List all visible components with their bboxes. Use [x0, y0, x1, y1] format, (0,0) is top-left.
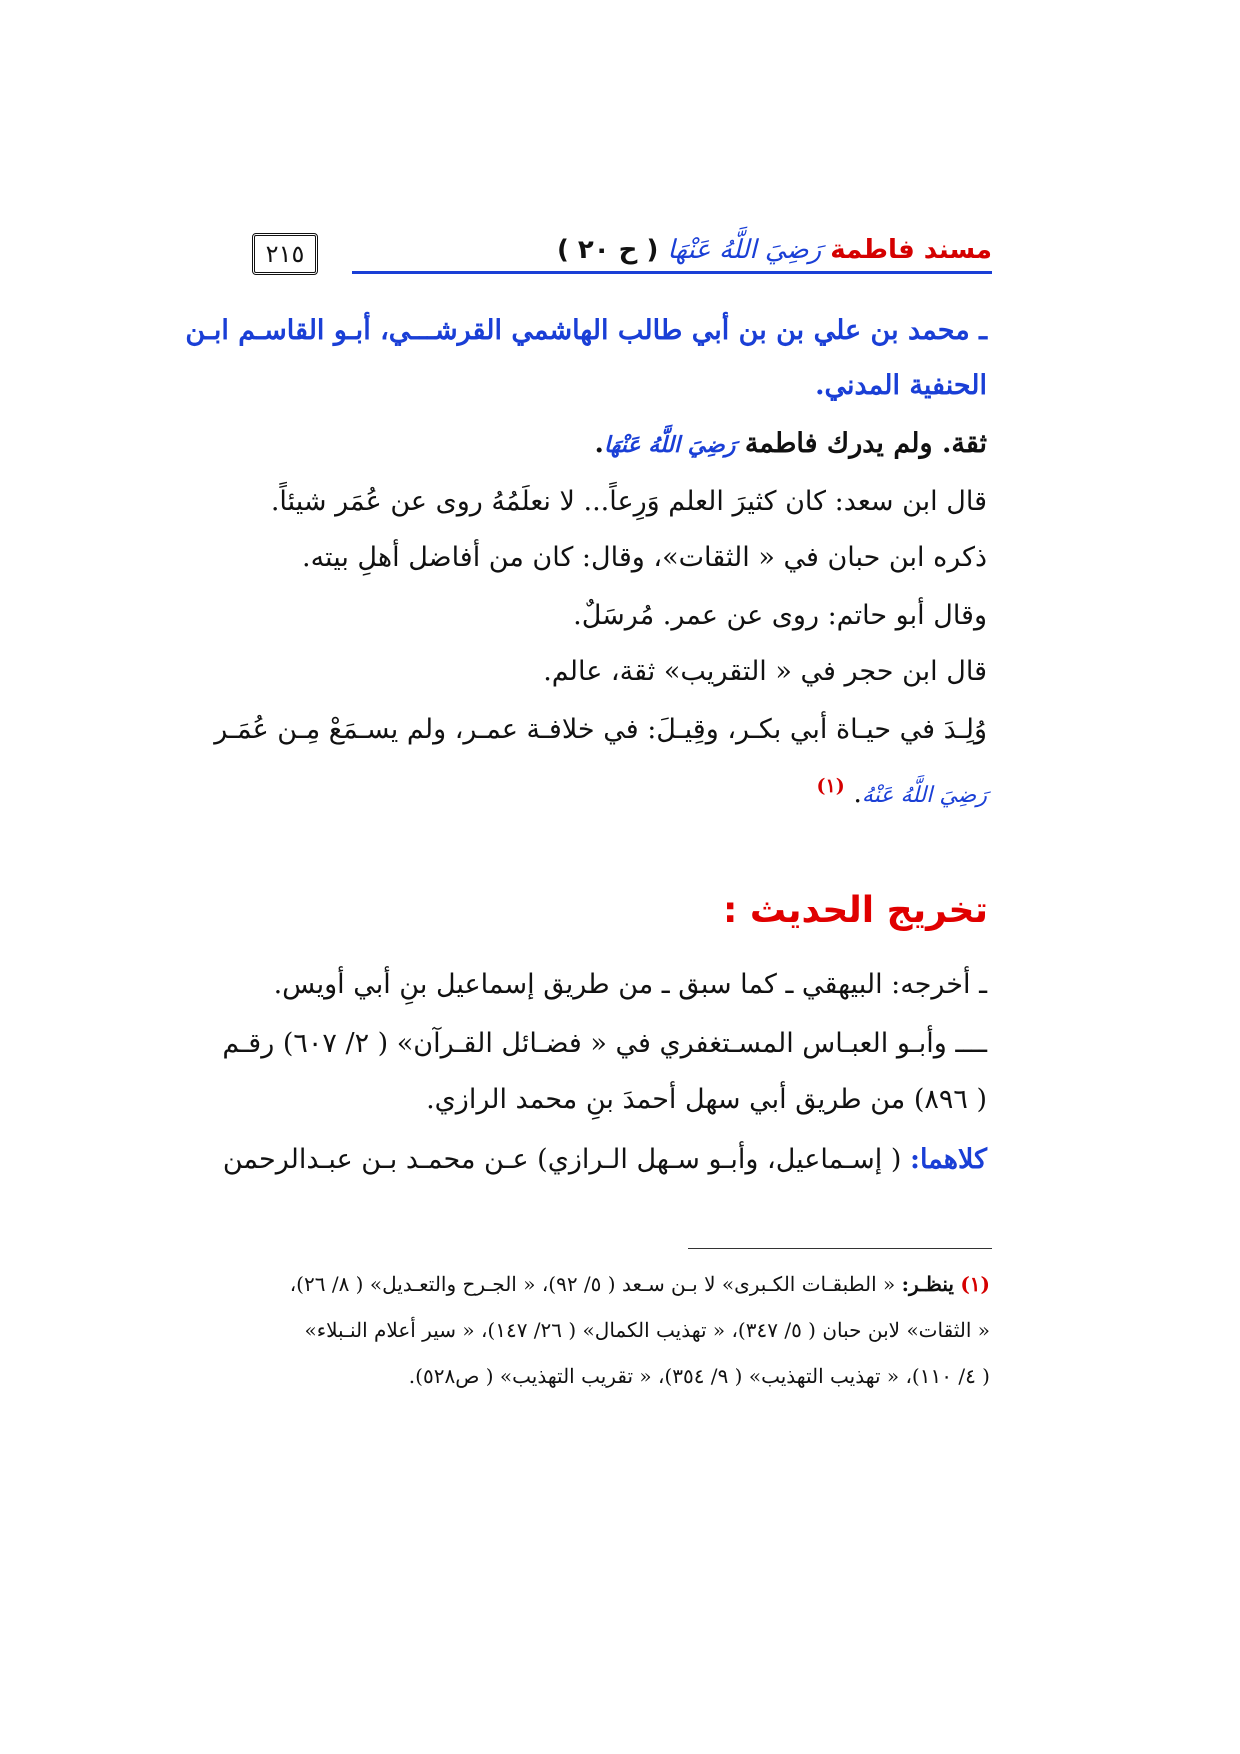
- ibn-hibban-quote: ذكره ابن حبان في « الثقات»، وقال: كان من أفاضل أهلِ بيته.: [301, 542, 987, 573]
- birth-end: .: [853, 778, 862, 809]
- ibn-hajar-quote: قال ابن حجر في « التقريب» ثقة، عالم.: [543, 656, 987, 687]
- takhrij-line-3: ( ٨٩٦) من طريق أبي سهل أحمدَ بنِ محمد الرازي.: [426, 1084, 987, 1115]
- header-rule: [352, 271, 992, 274]
- footnote-text-1: « الطبقـات الكـبرى» لا بـن سـعد ( ٥/ ٩٢)، « الجـرح والتعـديل» ( ٨/ ٢٦)،: [289, 1272, 902, 1296]
- footnote-separator: [688, 1248, 992, 1249]
- takhrij-line-1: ـ أخرجه: البيهقي ـ كما سبق ـ من طريق إسماعيل بنِ أبي أويس.: [273, 969, 987, 1000]
- takhrij-heading: تخريج الحديث :: [722, 890, 988, 931]
- page-number: ٢١٥: [252, 233, 318, 275]
- takhrij-line-4: [223, 1140, 987, 1180]
- header-book-title: مسند فاطمة: [830, 235, 992, 265]
- narrator-name-line-2: الحنفية المدني.: [815, 370, 987, 401]
- ibn-saad-quote: قال ابن سعد: كان كثيرَ العلم وَرِعاً... لا نعلَمُهُ روى عن عُمَر شيئاً.: [270, 486, 987, 517]
- footnote-reference[interactable]: (١): [816, 775, 845, 797]
- both-label: كلاهما:: [909, 1144, 987, 1175]
- footnote-line-2: « الثقات» لابن حبان ( ٥/ ٣٤٧)، « تهذيب الكمال» ( ٢٦/ ١٤٧)، « سير أعلام النـبلاء»: [304, 1318, 990, 1342]
- narrator-name-line-1: ـ محمد بن علي بن بن أبي طالب الهاشمي القرشـــي، أبـو القاسـم ابـن: [185, 315, 987, 346]
- footnote-line-3: ( ٤/ ١١٠)، « تهذيب التهذيب» ( ٩/ ٣٥٤)، « تقريب التهذيب» ( ص٥٢٨).: [408, 1364, 990, 1388]
- footnote-number: (١): [960, 1272, 990, 1296]
- both-text: ( إسـماعيل، وأبـو سـهل الـرازي) عـن محمـد بـن عبـدالرحمن: [222, 1144, 910, 1175]
- grade-honorific: رَضِيَ اللَّهُ عَنْهَا: [603, 432, 736, 458]
- header-hadith-number: ( ح ٢٠ ): [556, 235, 659, 265]
- grade-text: ثقة. ولم يدرك فاطمة: [744, 428, 987, 459]
- birth-line-2: [817, 766, 988, 816]
- footnote-line-1: [290, 1269, 990, 1299]
- running-header: [252, 233, 992, 273]
- takhrij-line-2: ــــ وأبـو العبـاس المسـتغفري في « فضـائل القـرآن» ( ٢/ ٦٠٧) رقـم: [222, 1028, 987, 1059]
- grade-end: .: [594, 428, 604, 459]
- header-honorific: رَضِيَ اللَّهُ عَنْهَا: [667, 235, 822, 265]
- footnote-label: ينظـر:: [901, 1272, 954, 1296]
- birth-honorific: رَضِيَ اللَّهُ عَنْهُ: [861, 783, 987, 808]
- header-title: [557, 235, 992, 265]
- birth-line-1: وُلِـدَ في حيـاة أبي بكـر، وقِيـلَ: في خلافـة عمـر، ولم يسـمَعْ مِـن عُمَـر: [214, 714, 987, 745]
- abu-hatim-quote: وقال أبو حاتم: روى عن عمر. مُرسَلٌ.: [573, 600, 987, 631]
- narrator-grade: [595, 424, 987, 465]
